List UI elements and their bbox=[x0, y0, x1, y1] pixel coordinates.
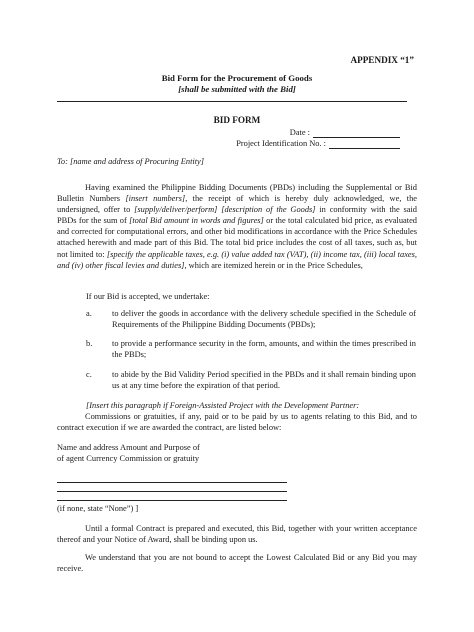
date-row bbox=[230, 127, 400, 138]
agent-header-line-1: Name and address Amount and Purpose of bbox=[57, 443, 200, 452]
date-label: Date : bbox=[289, 127, 310, 137]
offer-placeholder-amount: [total Bid amount in words and figures] bbox=[129, 216, 264, 226]
header-rule bbox=[57, 101, 407, 102]
offer-placeholder-numbers: [insert numbers] bbox=[125, 194, 186, 204]
offer-text-5: , which are itemized herein or in the Price Schedules, bbox=[184, 260, 363, 270]
document-subtitle: [shall be submitted with the Bid] bbox=[178, 84, 296, 94]
date-field[interactable] bbox=[313, 129, 400, 138]
list-item-text: to provide a performance security in the form, amounts, and within the times prescribed in the PBDs; bbox=[112, 339, 416, 360]
paragraph-undertake: If our Bid is accepted, we undertake: bbox=[86, 292, 210, 301]
paragraph-contract: Until a formal Contract is prepared and executed, this Bid, together with your written acceptance thereof and your Notice of Award, shall be binding upon us. bbox=[57, 524, 417, 545]
list-item-text: to deliver the goods in accordance with the delivery schedule specified in the Schedule of Requirements of the Philippine Bidding Documents (PBDs); bbox=[112, 309, 416, 330]
agent-header-line-2: of agent Currency Commission or gratuity bbox=[57, 454, 200, 463]
addressee-line: To: [name and address of Procuring Entity] bbox=[57, 157, 205, 166]
project-id-row bbox=[230, 138, 400, 149]
if-none-note: (if none, state “None”) ] bbox=[57, 504, 139, 513]
offer-text-3: in conformity with the said PBDs for the sum of bbox=[57, 205, 417, 226]
list-item bbox=[86, 308, 416, 330]
agent-entry-line[interactable] bbox=[57, 500, 287, 501]
offer-text-1: Having examined the Philippine Bidding Documents (PBDs) including the Supplemental or Bid Bulletin Numbers bbox=[57, 183, 417, 204]
list-item bbox=[86, 369, 416, 391]
list-item-label: b. bbox=[86, 339, 93, 348]
agent-entry-line[interactable] bbox=[57, 482, 287, 483]
offer-text-2: , the receipt of which is hereby duly acknowledged, we, the undersigned, offer to bbox=[57, 194, 417, 215]
list-item-text: to abide by the Bid Validity Period specified in the PBDs and it shall remain binding upon us at any time before the expiration of that period. bbox=[112, 370, 416, 391]
project-id-label: Project Identification No. : bbox=[236, 138, 326, 148]
paragraph-commissions: Commissions or gratuities, if any, paid or to be paid by us to agents relating to this Bid, and to contract execution if we are awarded the contract, are listed below: bbox=[57, 412, 417, 433]
form-fields bbox=[230, 127, 400, 149]
document-title: Bid Form for the Procurement of Goods bbox=[161, 73, 313, 83]
offer-placeholder-goods: [supply/deliver/perform] [description of the Goods] bbox=[134, 205, 316, 215]
offer-placeholder-taxes: [specify the applicable taxes, e.g. (i) value added tax (VAT), (ii) income tax, (iii) local taxes, and (iv) other fiscal levies and duties] bbox=[57, 249, 417, 270]
agent-entry-line[interactable] bbox=[57, 491, 287, 492]
form-heading: BID FORM bbox=[213, 115, 261, 125]
list-item bbox=[86, 338, 416, 360]
list-item-label: a. bbox=[86, 309, 92, 318]
project-id-field[interactable] bbox=[329, 140, 400, 149]
list-item-label: c. bbox=[86, 370, 92, 379]
appendix-label: APPENDIX “1” bbox=[350, 55, 414, 65]
paragraph-offer bbox=[57, 182, 417, 271]
insert-note: [Insert this paragraph if Foreign-Assisted Project with the Development Partner: bbox=[86, 401, 360, 410]
paragraph-lowest-bid: We understand that you are not bound to accept the Lowest Calculated Bid or any Bid you may receive. bbox=[57, 553, 417, 574]
offer-text-4: or the total calculated bid price, as evaluated and corrected for computational errors, and other bid modifications in accordance with the Price Schedules attached herewith and made part of this Bid. The total bid price includes the cost of all taxes, such as, but not limited to: bbox=[57, 216, 417, 259]
